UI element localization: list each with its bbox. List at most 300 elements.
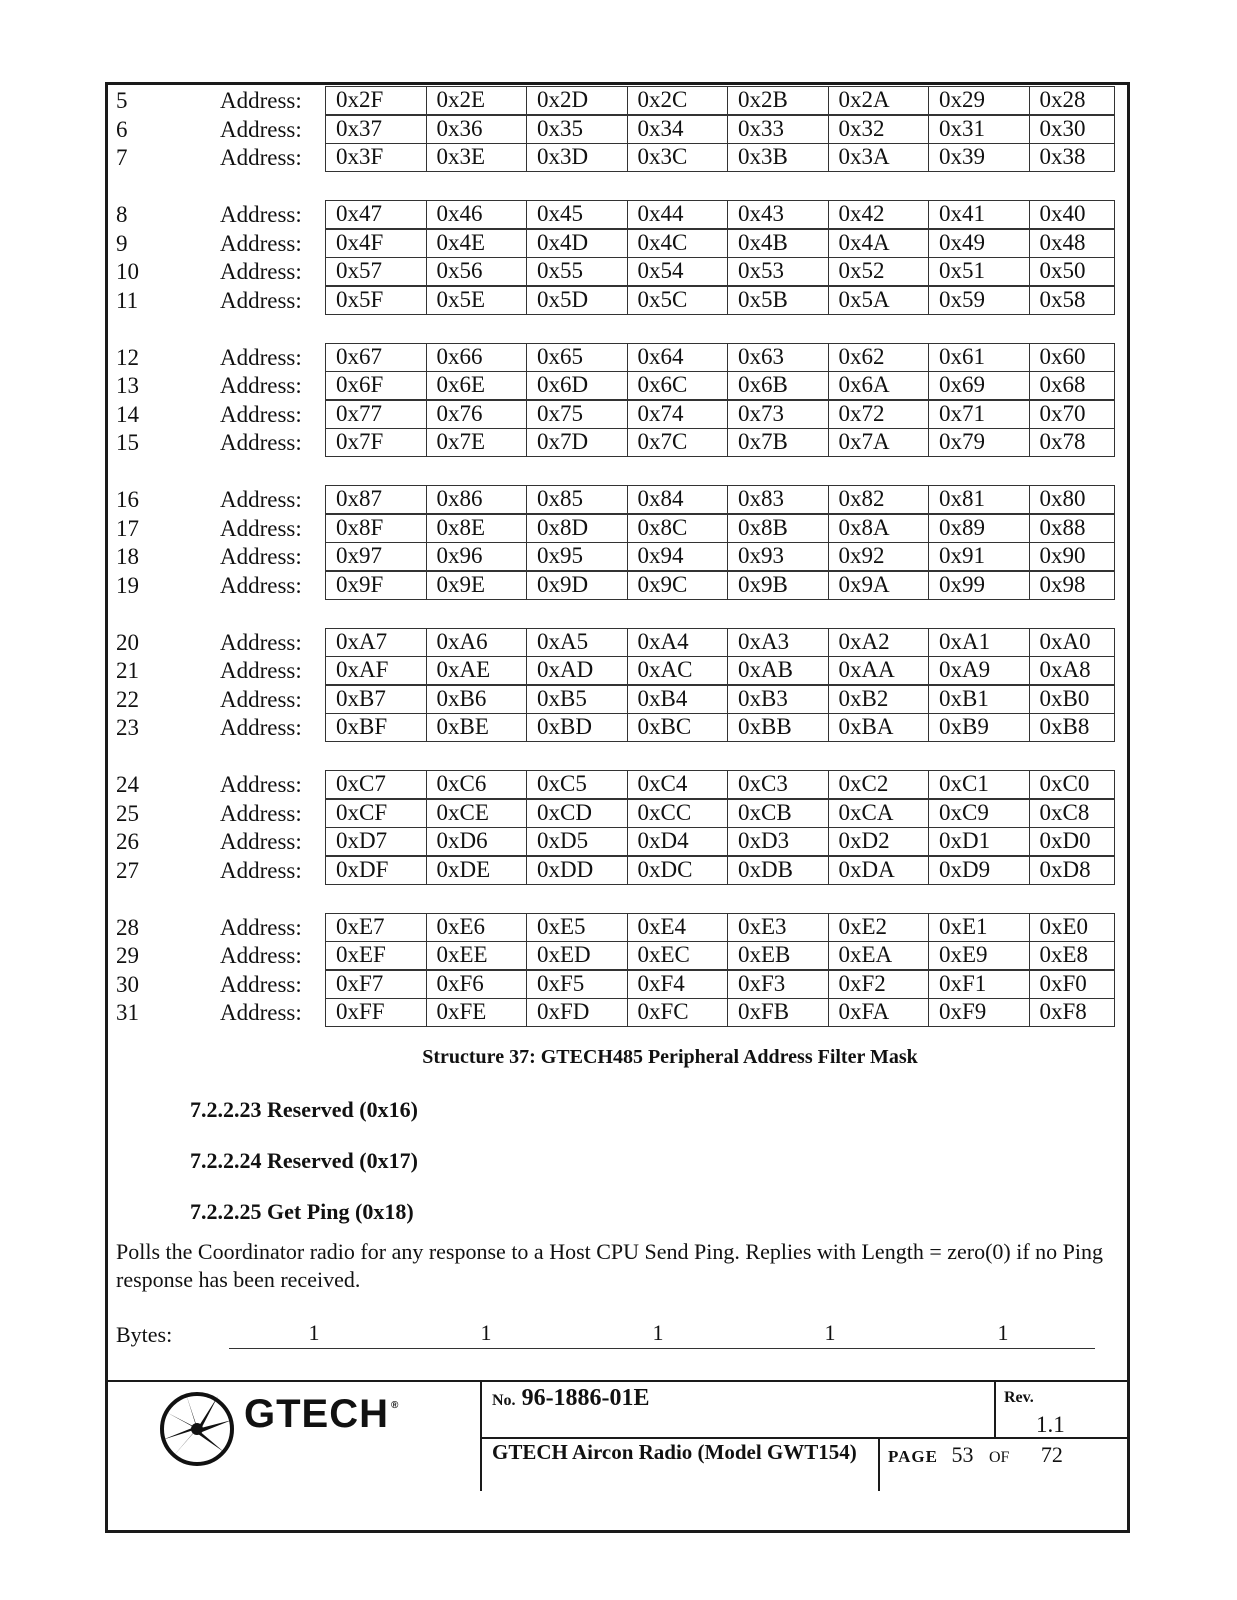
address-label: Address: <box>220 430 302 455</box>
section-heading-get-ping: 7.2.2.25 Get Ping (0x18) <box>190 1199 414 1224</box>
table-row <box>116 257 1116 286</box>
address-cell: 0xA2 <box>828 628 929 657</box>
address-cell: 0x5E <box>426 286 527 315</box>
address-label: Address: <box>220 829 302 854</box>
address-cell: 0x88 <box>1029 514 1115 543</box>
address-cells <box>325 371 1115 400</box>
bytes-value: 1 <box>824 1320 836 1345</box>
table-row <box>116 856 1116 885</box>
row-number: 19 <box>116 572 139 598</box>
address-cell: 0x6B <box>727 371 828 400</box>
address-cell: 0xC0 <box>1029 770 1115 799</box>
row-number: 10 <box>116 259 139 284</box>
address-cell: 0xF7 <box>325 970 426 999</box>
address-cell: 0xC2 <box>828 770 929 799</box>
address-cell: 0x57 <box>325 257 426 286</box>
address-cell: 0xA9 <box>928 656 1029 685</box>
address-cell: 0xB2 <box>828 685 929 714</box>
row-number: 27 <box>116 857 139 883</box>
address-cell: 0xB8 <box>1029 713 1115 742</box>
address-cell: 0xAA <box>828 656 929 685</box>
address-cells <box>325 542 1115 571</box>
address-cells <box>325 713 1115 742</box>
address-label: Address: <box>220 800 302 826</box>
address-cell: 0xFE <box>426 998 527 1027</box>
address-cell: 0xBF <box>325 713 426 742</box>
address-cell: 0xD1 <box>928 827 1029 856</box>
address-cell: 0x45 <box>526 200 627 229</box>
footer-divider <box>105 1380 1130 1382</box>
table-row <box>116 656 1116 685</box>
address-cell: 0xC5 <box>526 770 627 799</box>
address-cell: 0x3D <box>526 143 627 172</box>
address-cell: 0x99 <box>928 571 1029 600</box>
address-label: Address: <box>220 344 302 370</box>
address-cells <box>325 485 1115 514</box>
table-row <box>116 941 1116 970</box>
table-row <box>116 913 1116 942</box>
address-cell: 0x5D <box>526 286 627 315</box>
address-cell: 0x93 <box>727 542 828 571</box>
bytes-value: 1 <box>480 1320 492 1345</box>
address-cell: 0x8B <box>727 514 828 543</box>
row-number: 26 <box>116 829 139 854</box>
address-cell: 0xFD <box>526 998 627 1027</box>
address-cells <box>325 941 1115 970</box>
address-cell: 0x2F <box>325 86 426 115</box>
address-cells <box>325 913 1115 942</box>
address-cell: 0xDE <box>426 856 527 885</box>
address-cell: 0x2C <box>627 86 728 115</box>
address-cell: 0x76 <box>426 400 527 429</box>
address-cell: 0xB1 <box>928 685 1029 714</box>
address-cell: 0x36 <box>426 115 527 144</box>
address-cell: 0xCE <box>426 799 527 828</box>
address-cell: 0xAC <box>627 656 728 685</box>
address-cell: 0x44 <box>627 200 728 229</box>
address-cell: 0x6F <box>325 371 426 400</box>
address-label: Address: <box>220 88 302 113</box>
address-cell: 0x62 <box>828 343 929 372</box>
address-cell: 0x96 <box>426 542 527 571</box>
address-cell: 0x7E <box>426 428 527 457</box>
address-cell: 0x3E <box>426 143 527 172</box>
address-cell: 0x98 <box>1029 571 1115 600</box>
address-cell: 0xDB <box>727 856 828 885</box>
address-cell: 0xD0 <box>1029 827 1115 856</box>
row-number: 23 <box>116 715 139 740</box>
address-cell: 0x8F <box>325 514 426 543</box>
address-cells <box>325 998 1115 1027</box>
footer-vline <box>878 1439 880 1491</box>
address-cell: 0x63 <box>727 343 828 372</box>
address-cell: 0x55 <box>526 257 627 286</box>
address-cells <box>325 656 1115 685</box>
address-cell: 0xEE <box>426 941 527 970</box>
address-cell: 0xFF <box>325 998 426 1027</box>
address-cell: 0xF8 <box>1029 998 1115 1027</box>
address-cell: 0xE5 <box>526 913 627 942</box>
address-cell: 0xCA <box>828 799 929 828</box>
revision-label: Rev. <box>1004 1389 1034 1406</box>
address-cells <box>325 229 1115 258</box>
address-cell: 0xCD <box>526 799 627 828</box>
table-row <box>116 799 1116 828</box>
address-cells <box>325 400 1115 429</box>
address-cells <box>325 115 1115 144</box>
address-cell: 0x6C <box>627 371 728 400</box>
table-row <box>116 229 1116 258</box>
address-cell: 0xF9 <box>928 998 1029 1027</box>
address-cell: 0x59 <box>928 286 1029 315</box>
address-cell: 0x32 <box>828 115 929 144</box>
row-number: 11 <box>116 287 139 313</box>
address-cell: 0xF5 <box>526 970 627 999</box>
address-cell: 0x91 <box>928 542 1029 571</box>
address-cell: 0xC1 <box>928 770 1029 799</box>
address-cell: 0xBB <box>727 713 828 742</box>
address-cells <box>325 770 1115 799</box>
address-cell: 0xBA <box>828 713 929 742</box>
address-cell: 0xA8 <box>1029 656 1115 685</box>
address-cell: 0xFB <box>727 998 828 1027</box>
address-label: Address: <box>220 287 302 313</box>
table-row <box>116 713 1116 742</box>
address-cell: 0x85 <box>526 485 627 514</box>
address-cell: 0xDF <box>325 856 426 885</box>
address-label: Address: <box>220 544 302 569</box>
table-row <box>116 998 1116 1027</box>
address-cell: 0x75 <box>526 400 627 429</box>
address-cell: 0x7F <box>325 428 426 457</box>
row-number: 28 <box>116 914 139 940</box>
address-label: Address: <box>220 629 302 655</box>
address-cell: 0xC7 <box>325 770 426 799</box>
table-row <box>116 428 1116 457</box>
table-row <box>116 115 1116 144</box>
table-row <box>116 400 1116 429</box>
row-number: 13 <box>116 373 139 398</box>
address-cell: 0x3A <box>828 143 929 172</box>
address-cell: 0x4E <box>426 229 527 258</box>
address-cell: 0x80 <box>1029 485 1115 514</box>
address-cell: 0x79 <box>928 428 1029 457</box>
bytes-value: 1 <box>652 1320 664 1345</box>
address-cell: 0x8E <box>426 514 527 543</box>
address-cell: 0x2A <box>828 86 929 115</box>
address-cell: 0x52 <box>828 257 929 286</box>
address-cell: 0x2B <box>727 86 828 115</box>
address-cell: 0xB3 <box>727 685 828 714</box>
address-cell: 0x9D <box>526 571 627 600</box>
address-cell: 0xF2 <box>828 970 929 999</box>
address-cell: 0x72 <box>828 400 929 429</box>
address-cell: 0x61 <box>928 343 1029 372</box>
address-cells <box>325 257 1115 286</box>
address-cell: 0xA0 <box>1029 628 1115 657</box>
structure-caption: Structure 37: GTECH485 Peripheral Address Filter Mask <box>422 1046 918 1068</box>
table-row <box>116 970 1116 999</box>
address-cells <box>325 286 1115 315</box>
section-heading-reserved-0x16: 7.2.2.23 Reserved (0x16) <box>190 1097 418 1122</box>
address-label: Address: <box>220 515 302 541</box>
bytes-label: Bytes: <box>116 1322 173 1347</box>
address-cell: 0xA6 <box>426 628 527 657</box>
address-label: Address: <box>220 658 302 683</box>
address-cell: 0xF3 <box>727 970 828 999</box>
address-cell: 0xB6 <box>426 685 527 714</box>
address-label: Address: <box>220 971 302 997</box>
address-cell: 0xB7 <box>325 685 426 714</box>
address-cell: 0xA1 <box>928 628 1029 657</box>
address-cell: 0x4B <box>727 229 828 258</box>
address-cell: 0x73 <box>727 400 828 429</box>
address-cell: 0xBC <box>627 713 728 742</box>
address-cell: 0x97 <box>325 542 426 571</box>
section-heading-reserved-0x17: 7.2.2.24 Reserved (0x17) <box>190 1148 418 1173</box>
address-cell: 0xD7 <box>325 827 426 856</box>
table-row <box>116 286 1116 315</box>
address-cell: 0xF1 <box>928 970 1029 999</box>
revision-value: 1.1 <box>1036 1412 1065 1437</box>
address-cell: 0xDD <box>526 856 627 885</box>
document-number: No. 96-1886-01E <box>492 1385 650 1411</box>
page-indicator: PAGE 53 OF 72 <box>888 1442 1063 1467</box>
address-cell: 0xF0 <box>1029 970 1115 999</box>
address-cell: 0xAF <box>325 656 426 685</box>
address-label: Address: <box>220 487 302 512</box>
address-cell: 0x7D <box>526 428 627 457</box>
row-number: 12 <box>116 344 139 370</box>
address-cell: 0x9E <box>426 571 527 600</box>
address-cell: 0xB4 <box>627 685 728 714</box>
row-number: 22 <box>116 686 139 712</box>
address-cell: 0x4C <box>627 229 728 258</box>
address-cell: 0xA5 <box>526 628 627 657</box>
table-row <box>116 827 1116 856</box>
address-cell: 0xD8 <box>1029 856 1115 885</box>
address-cell: 0x47 <box>325 200 426 229</box>
address-cell: 0x2D <box>526 86 627 115</box>
address-cell: 0xB9 <box>928 713 1029 742</box>
address-cell: 0xD6 <box>426 827 527 856</box>
row-number: 31 <box>116 1000 139 1025</box>
address-cell: 0x70 <box>1029 400 1115 429</box>
address-cell: 0x56 <box>426 257 527 286</box>
address-cell: 0xE6 <box>426 913 527 942</box>
address-cell: 0xE8 <box>1029 941 1115 970</box>
address-cell: 0xC8 <box>1029 799 1115 828</box>
address-cell: 0x35 <box>526 115 627 144</box>
address-cell: 0x8D <box>526 514 627 543</box>
address-cells <box>325 856 1115 885</box>
address-label: Address: <box>220 202 302 227</box>
footer-hline <box>481 1437 1127 1439</box>
row-number: 6 <box>116 116 128 142</box>
address-cell: 0x48 <box>1029 229 1115 258</box>
address-cell: 0x86 <box>426 485 527 514</box>
address-cell: 0x64 <box>627 343 728 372</box>
address-cell: 0xFA <box>828 998 929 1027</box>
address-cell: 0xE2 <box>828 913 929 942</box>
row-number: 17 <box>116 515 139 541</box>
address-cell: 0xF4 <box>627 970 728 999</box>
address-cell: 0x69 <box>928 371 1029 400</box>
address-cell: 0x3C <box>627 143 728 172</box>
gtech-logo-text: GTECH ® <box>244 1392 400 1436</box>
address-cell: 0x81 <box>928 485 1029 514</box>
address-cells <box>325 628 1115 657</box>
table-row <box>116 542 1116 571</box>
table-row <box>116 143 1116 172</box>
address-cell: 0x9A <box>828 571 929 600</box>
address-cell: 0xED <box>526 941 627 970</box>
address-cells <box>325 827 1115 856</box>
row-number: 18 <box>116 544 139 569</box>
address-cell: 0xA4 <box>627 628 728 657</box>
address-cell: 0x3F <box>325 143 426 172</box>
row-number: 29 <box>116 943 139 968</box>
address-cell: 0x3B <box>727 143 828 172</box>
address-cell: 0xCC <box>627 799 728 828</box>
table-row <box>116 343 1116 372</box>
row-number: 20 <box>116 629 139 655</box>
address-cells <box>325 970 1115 999</box>
address-cell: 0xA3 <box>727 628 828 657</box>
table-row <box>116 371 1116 400</box>
address-cell: 0x39 <box>928 143 1029 172</box>
address-cell: 0x6A <box>828 371 929 400</box>
row-number: 14 <box>116 401 139 427</box>
row-number: 5 <box>116 88 128 113</box>
address-cell: 0x5C <box>627 286 728 315</box>
address-cell: 0x66 <box>426 343 527 372</box>
address-label: Address: <box>220 943 302 968</box>
address-cell: 0x33 <box>727 115 828 144</box>
address-cell: 0x28 <box>1029 86 1115 115</box>
address-cell: 0x60 <box>1029 343 1115 372</box>
address-cell: 0x40 <box>1029 200 1115 229</box>
address-cell: 0x92 <box>828 542 929 571</box>
table-row <box>116 200 1116 229</box>
address-cell: 0x58 <box>1029 286 1115 315</box>
address-cell: 0xD2 <box>828 827 929 856</box>
row-number: 25 <box>116 800 139 826</box>
table-row <box>116 628 1116 657</box>
address-cell: 0xD5 <box>526 827 627 856</box>
address-label: Address: <box>220 914 302 940</box>
address-cell: 0xA7 <box>325 628 426 657</box>
address-cell: 0x46 <box>426 200 527 229</box>
address-cell: 0x29 <box>928 86 1029 115</box>
address-cell: 0x84 <box>627 485 728 514</box>
address-label: Address: <box>220 145 302 170</box>
address-label: Address: <box>220 686 302 712</box>
address-label: Address: <box>220 230 302 256</box>
address-cell: 0x38 <box>1029 143 1115 172</box>
table-row <box>116 685 1116 714</box>
address-label: Address: <box>220 259 302 284</box>
address-cell: 0xEF <box>325 941 426 970</box>
address-cell: 0x4D <box>526 229 627 258</box>
address-label: Address: <box>220 772 302 797</box>
address-cell: 0x95 <box>526 542 627 571</box>
address-cell: 0x2E <box>426 86 527 115</box>
address-cell: 0x90 <box>1029 542 1115 571</box>
address-cell: 0xDA <box>828 856 929 885</box>
address-cell: 0x49 <box>928 229 1029 258</box>
address-cell: 0xAD <box>526 656 627 685</box>
address-cell: 0xB5 <box>526 685 627 714</box>
address-label: Address: <box>220 857 302 883</box>
table-row <box>116 485 1116 514</box>
address-cell: 0xAB <box>727 656 828 685</box>
address-cell: 0x8A <box>828 514 929 543</box>
address-cells <box>325 86 1115 115</box>
address-cell: 0x31 <box>928 115 1029 144</box>
bytes-value: 1 <box>997 1320 1009 1345</box>
address-cell: 0x5A <box>828 286 929 315</box>
address-cell: 0x54 <box>627 257 728 286</box>
table-row <box>116 770 1116 799</box>
row-number: 8 <box>116 202 128 227</box>
address-cell: 0x9B <box>727 571 828 600</box>
row-number: 15 <box>116 430 139 455</box>
address-label: Address: <box>220 373 302 398</box>
address-cell: 0xF6 <box>426 970 527 999</box>
address-cell: 0x83 <box>727 485 828 514</box>
address-cell: 0xC3 <box>727 770 828 799</box>
address-cell: 0xBD <box>526 713 627 742</box>
address-cell: 0xEC <box>627 941 728 970</box>
address-cell: 0x71 <box>928 400 1029 429</box>
address-cell: 0xD3 <box>727 827 828 856</box>
get-ping-description: Polls the Coordinator radio for any response to a Host CPU Send Ping. Replies with Length = zero(0) if no Ping response has been received. <box>116 1239 1104 1292</box>
address-cell: 0x7A <box>828 428 929 457</box>
address-cell: 0xEA <box>828 941 929 970</box>
address-cell: 0x43 <box>727 200 828 229</box>
address-cells <box>325 685 1115 714</box>
address-cell: 0xE4 <box>627 913 728 942</box>
address-cell: 0x5B <box>727 286 828 315</box>
address-cells <box>325 343 1115 372</box>
address-cell: 0x5F <box>325 286 426 315</box>
address-cell: 0x6E <box>426 371 527 400</box>
address-label: Address: <box>220 1000 302 1025</box>
address-cell: 0x94 <box>627 542 728 571</box>
address-cell: 0x87 <box>325 485 426 514</box>
address-cell: 0x4A <box>828 229 929 258</box>
address-cell: 0xE1 <box>928 913 1029 942</box>
address-cell: 0xE3 <box>727 913 828 942</box>
bytes-value: 1 <box>308 1320 320 1345</box>
address-cell: 0xC6 <box>426 770 527 799</box>
address-cell: 0x4F <box>325 229 426 258</box>
address-cell: 0xBE <box>426 713 527 742</box>
address-cell: 0xD9 <box>928 856 1029 885</box>
address-cell: 0x77 <box>325 400 426 429</box>
address-cell: 0xD4 <box>627 827 728 856</box>
row-number: 24 <box>116 772 139 797</box>
gtech-logo-icon <box>158 1390 236 1473</box>
address-cell: 0xC9 <box>928 799 1029 828</box>
footer-vline <box>994 1381 996 1437</box>
address-cell: 0x7C <box>627 428 728 457</box>
address-cell: 0x34 <box>627 115 728 144</box>
address-cell: 0x78 <box>1029 428 1115 457</box>
address-cell: 0x37 <box>325 115 426 144</box>
table-row <box>116 86 1116 115</box>
